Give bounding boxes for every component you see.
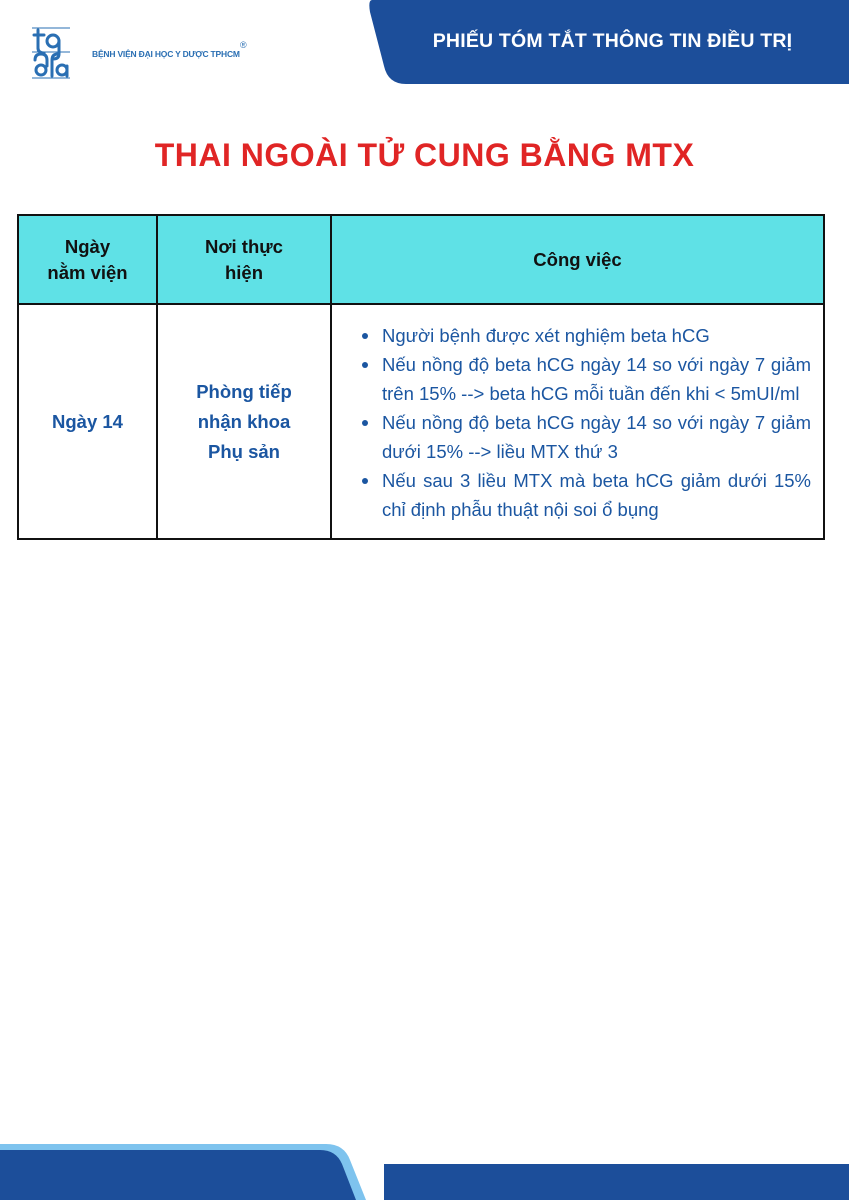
place-cell <box>157 304 331 539</box>
header-place-line1: Nơi thực <box>205 235 283 257</box>
place-line2: nhận khoa <box>197 410 291 432</box>
table-header-row <box>18 215 824 304</box>
hospital-logo-icon <box>32 26 88 80</box>
header-day-line2: nằm viện <box>47 261 128 283</box>
tasks-cell <box>331 304 824 539</box>
document-title: THAI NGOÀI TỬ CUNG BẰNG MTX <box>154 137 695 173</box>
footer-decoration <box>0 1144 849 1200</box>
task-item: Người bệnh được xét nghiệm beta hCG <box>382 321 811 350</box>
task-list <box>340 321 811 524</box>
hospital-name: BỆNH VIỆN ĐẠI HỌC Y DƯỢC TPHCM <box>92 49 240 59</box>
banner-title: PHIẾU TÓM TẮT THÔNG TIN ĐIỀU TRỊ <box>432 30 793 52</box>
header-banner <box>366 0 849 84</box>
treatment-table <box>17 214 825 540</box>
place-line1: Phòng tiếp <box>196 380 292 402</box>
task-item: Nếu nồng độ beta hCG ngày 14 so với ngày 7 giảm trên 15% --> beta hCG mỗi tuần đến khi < 5mUI/ml <box>382 350 811 408</box>
task-item: Nếu sau 3 liều MTX mà beta hCG giảm dưới 15% chỉ định phẫu thuật nội soi ổ bụng <box>382 466 811 524</box>
header-place <box>157 215 331 304</box>
day-cell: Ngày 14 <box>18 304 157 539</box>
task-item: Nếu nồng độ beta hCG ngày 14 so với ngày 7 giảm dưới 15% --> liều MTX thứ 3 <box>382 408 811 466</box>
header-tasks: Công việc <box>331 215 824 304</box>
header-day-line1: Ngày <box>64 235 111 257</box>
header-day <box>18 215 157 304</box>
registered-mark: ® <box>240 40 247 50</box>
table-row <box>18 304 824 539</box>
place-line3: Phụ sản <box>208 440 280 462</box>
header-place-line2: hiện <box>224 261 264 283</box>
hospital-logo <box>32 26 262 80</box>
